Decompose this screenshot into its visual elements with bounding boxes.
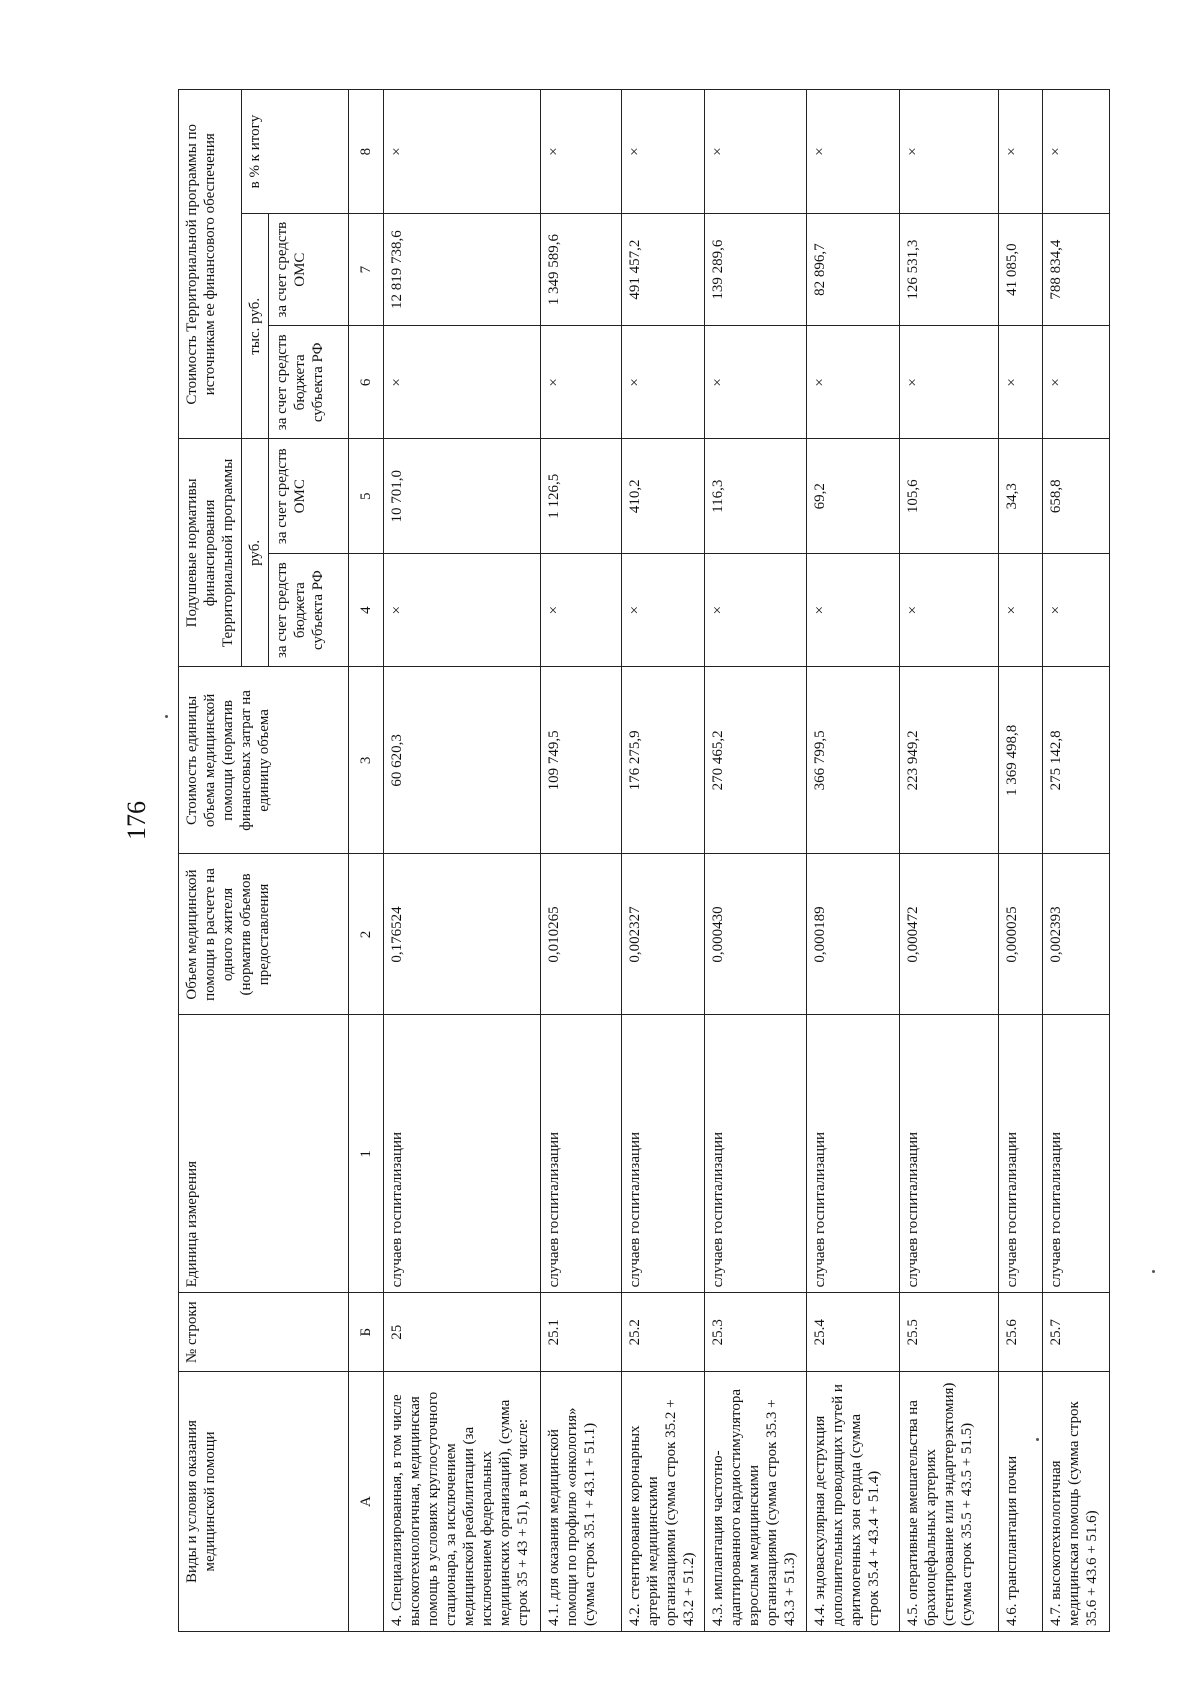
row-line-number: 25.1 — [541, 1293, 622, 1372]
row-volume: 0,000472 — [900, 854, 999, 1015]
scan-speck — [1152, 1270, 1155, 1273]
column-number: 3 — [349, 667, 384, 854]
table-row — [999, 90, 1043, 1632]
row-unit: случаев госпитализации — [541, 1015, 622, 1293]
row-name: 4. Специализированная, в том числе высокотехнологичная, медицинская помощь в условиях круглосуточного стационара, за исключением медицинской реабилитации (за исключением федеральных медицинских организаций), (сумма строк 35 + 43 + 51), в том числе: — [383, 1372, 540, 1632]
row-pct: × — [622, 90, 705, 214]
row-line-number: 25.5 — [900, 1293, 999, 1372]
row-pct: × — [999, 90, 1043, 214]
row-unit: случаев госпитализации — [807, 1015, 900, 1293]
column-number: 8 — [349, 90, 384, 214]
row-unit-cost: 366 799,5 — [807, 667, 900, 854]
header-pc-oms: за счет средств ОМС — [269, 439, 349, 554]
row-unit-cost: 223 949,2 — [900, 667, 999, 854]
financing-table — [178, 89, 1110, 1632]
header-program-cost: Стоимость Территориальной программы по источникам ее финансового обеспечения — [179, 90, 242, 439]
row-unit: случаев госпитализации — [383, 1015, 540, 1293]
row-cost-oms: 1 349 589,6 — [541, 214, 622, 326]
row-volume: 0,002393 — [1043, 854, 1110, 1015]
row-volume: 0,002327 — [622, 854, 705, 1015]
row-name: 4.2. стентирование коронарных артерий медицинскими организациями (сумма строк 35.2 + 43.2 + 51.2) — [622, 1372, 705, 1632]
row-pct: × — [705, 90, 807, 214]
row-pc-budget: × — [900, 553, 999, 666]
row-cost-budget: × — [383, 326, 540, 439]
row-cost-budget: × — [705, 326, 807, 439]
row-line-number: 25.7 — [1043, 1293, 1110, 1372]
rotated-table-container — [178, 89, 1110, 1632]
row-unit: случаев госпитализации — [1043, 1015, 1110, 1293]
column-number: А — [349, 1372, 384, 1632]
row-pct: × — [807, 90, 900, 214]
header-unit: Единица измерения — [179, 1015, 349, 1293]
row-cost-oms: 12 819 738,6 — [383, 214, 540, 326]
row-cost-budget: × — [1043, 326, 1110, 439]
row-line-number: 25.4 — [807, 1293, 900, 1372]
row-pct: × — [541, 90, 622, 214]
row-unit-cost: 275 142,8 — [1043, 667, 1110, 854]
row-name: 4.5. оперативные вмешательства на брахиоцефальных артериях (стентирование или эндартерэктомия) (сумма строк 35.5 + 43.5 + 51.5) — [900, 1372, 999, 1632]
table-body — [349, 90, 1110, 1632]
row-name: 4.3. имплантация частотно-адаптированного кардиостимулятора взрослым медицинскими организациями (сумма строк 35.3 + 43.3 + 51.3) — [705, 1372, 807, 1632]
page-number: 176 — [122, 801, 151, 840]
table-row — [541, 90, 622, 1632]
row-volume: 0,000189 — [807, 854, 900, 1015]
column-number: Б — [349, 1293, 384, 1372]
row-name: 4.4. эндоваскулярная деструкция дополнительных проводящих путей и аритмогенных зон сердца (сумма строк 35.4 + 43.4 + 51.4) — [807, 1372, 900, 1632]
row-cost-budget: × — [900, 326, 999, 439]
table-row — [622, 90, 705, 1632]
scan-speck — [1036, 1438, 1039, 1441]
table-row — [705, 90, 807, 1632]
row-line-number: 25.6 — [999, 1293, 1043, 1372]
row-pct: × — [1043, 90, 1110, 214]
row-cost-oms: 139 289,6 — [705, 214, 807, 326]
header-rub: руб. — [242, 439, 269, 667]
row-unit: случаев госпитализации — [999, 1015, 1043, 1293]
row-pc-budget: × — [705, 553, 807, 666]
row-unit-cost: 109 749,5 — [541, 667, 622, 854]
row-unit: случаев госпитализации — [705, 1015, 807, 1293]
column-number: 4 — [349, 553, 384, 666]
row-pc-oms: 105,6 — [900, 439, 999, 554]
table-row — [383, 90, 540, 1632]
row-name: 4.6. трансплантация почки — [999, 1372, 1043, 1632]
row-pc-oms: 69,2 — [807, 439, 900, 554]
header-unit-cost: Стоимость единицы объема медицинской помощи (норматив финансовых затрат на единицу объема — [179, 667, 349, 854]
header-pc-budget: за счет средств бюджета субъекта РФ — [269, 553, 349, 666]
row-unit-cost: 270 465,2 — [705, 667, 807, 854]
table-row — [900, 90, 999, 1632]
row-pc-oms: 10 701,0 — [383, 439, 540, 554]
row-cost-budget: × — [541, 326, 622, 439]
header-per-capita: Подушевые нормативы финансирования Территориальной программы — [179, 439, 242, 667]
row-unit-cost: 1 369 498,8 — [999, 667, 1043, 854]
row-pc-oms: 410,2 — [622, 439, 705, 554]
column-number: 6 — [349, 326, 384, 439]
row-pc-oms: 1 126,5 — [541, 439, 622, 554]
header-thous-rub: тыс. руб. — [242, 214, 269, 439]
column-number: 2 — [349, 854, 384, 1015]
column-number: 7 — [349, 214, 384, 326]
row-volume: 0,176524 — [383, 854, 540, 1015]
scan-speck — [165, 715, 168, 718]
row-cost-oms: 788 834,4 — [1043, 214, 1110, 326]
column-number-row — [349, 90, 384, 1632]
column-number: 1 — [349, 1015, 384, 1293]
header-cost-oms: за счет средств ОМС — [269, 214, 349, 326]
row-unit-cost: 60 620,3 — [383, 667, 540, 854]
row-name: 4.1. для оказания медицинской помощи по профилю «онкология» (сумма строк 35.1 + 43.1 + 51.1) — [541, 1372, 622, 1632]
row-pct: × — [900, 90, 999, 214]
header-cost-budget: за счет средств бюджета субъекта РФ — [269, 326, 349, 439]
row-pc-budget: × — [999, 553, 1043, 666]
row-unit: случаев госпитализации — [900, 1015, 999, 1293]
row-pc-budget: × — [807, 553, 900, 666]
row-pc-oms: 34,3 — [999, 439, 1043, 554]
row-cost-oms: 491 457,2 — [622, 214, 705, 326]
row-cost-budget: × — [807, 326, 900, 439]
row-volume: 0,010265 — [541, 854, 622, 1015]
row-pc-budget: × — [541, 553, 622, 666]
table-row — [807, 90, 900, 1632]
row-cost-oms: 41 085,0 — [999, 214, 1043, 326]
row-pc-oms: 658,8 — [1043, 439, 1110, 554]
row-pc-oms: 116,3 — [705, 439, 807, 554]
row-cost-oms: 82 896,7 — [807, 214, 900, 326]
row-pc-budget: × — [1043, 553, 1110, 666]
row-cost-budget: × — [999, 326, 1043, 439]
row-volume: 0,000025 — [999, 854, 1043, 1015]
header-line-no: № строки — [179, 1293, 349, 1372]
row-cost-oms: 126 531,3 — [900, 214, 999, 326]
header-pct: в % к итогу — [242, 90, 349, 214]
row-line-number: 25.2 — [622, 1293, 705, 1372]
row-cost-budget: × — [622, 326, 705, 439]
row-line-number: 25 — [383, 1293, 540, 1372]
row-line-number: 25.3 — [705, 1293, 807, 1372]
row-volume: 0,000430 — [705, 854, 807, 1015]
row-unit: случаев госпитализации — [622, 1015, 705, 1293]
row-pc-budget: × — [622, 553, 705, 666]
row-name: 4.7. высокотехнологичная медицинская помощь (сумма строк 35.6 + 43.6 + 51.6) — [1043, 1372, 1110, 1632]
table-row — [1043, 90, 1110, 1632]
header-kind: Виды и условия оказания медицинской помощи — [179, 1372, 349, 1632]
column-number: 5 — [349, 439, 384, 554]
row-pct: × — [383, 90, 540, 214]
row-unit-cost: 176 275,9 — [622, 667, 705, 854]
row-pc-budget: × — [383, 553, 540, 666]
header-volume: Объем медицинской помощи в расчете на одного жителя (норматив объемов предоставления — [179, 854, 349, 1015]
